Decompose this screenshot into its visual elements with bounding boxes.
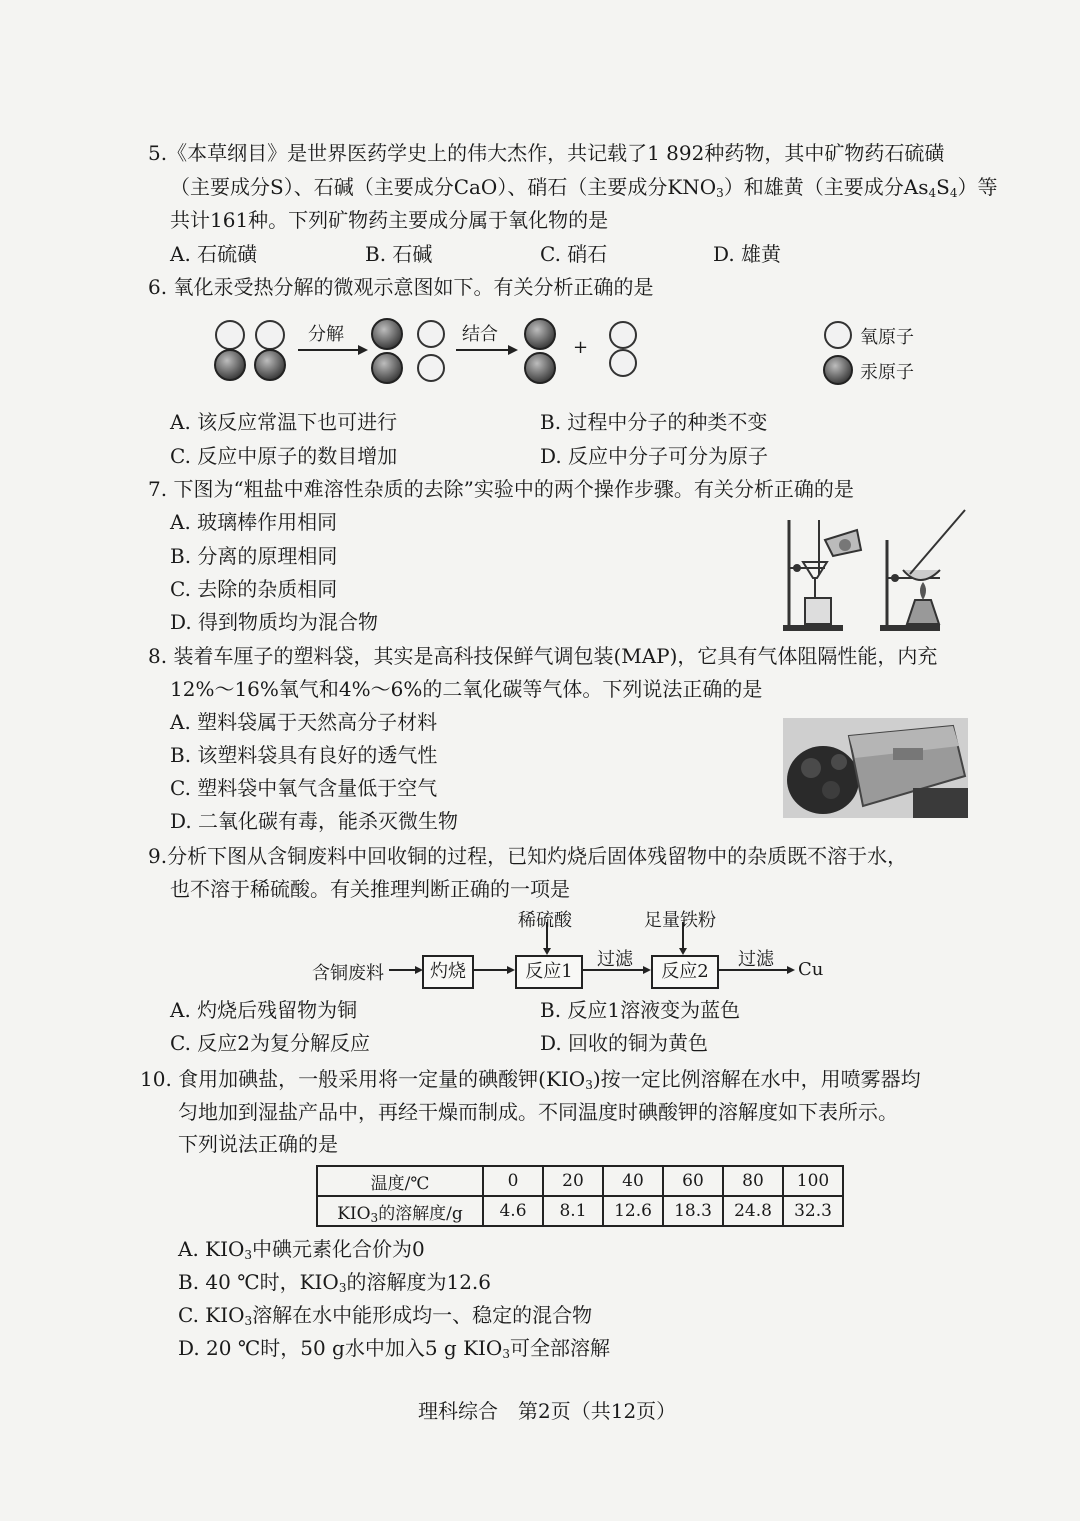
- q9-option-a: A. 灼烧后残留物为铜: [170, 998, 358, 1022]
- opt-text-b: 的溶解度为12.6: [346, 1270, 492, 1294]
- header-text-b: 的溶解度/g: [378, 1203, 463, 1224]
- flow-box-reaction1: 反应1: [515, 955, 583, 989]
- opt-text-a: A. KIO: [178, 1237, 245, 1261]
- table-row-temperature: [317, 1166, 843, 1196]
- page-footer: 理科综合 第2页（共12页）: [418, 1399, 677, 1423]
- table-cell: 32.3: [783, 1196, 843, 1226]
- q5-line1: 5.《本草纲目》是世界医药学史上的伟大杰作，共记载了1 892种药物，其中矿物药石硫磺: [148, 141, 945, 165]
- q6-option-b: B. 过程中分子的种类不变: [540, 410, 768, 434]
- flow-reagent-iron: 足量铁粉: [644, 910, 716, 931]
- table-cell: 20: [543, 1166, 603, 1196]
- table-cell: 4.6: [483, 1196, 543, 1226]
- table-cell: 24.8: [723, 1196, 783, 1226]
- table-row-solubility: [317, 1196, 843, 1226]
- table-header-solubility: [317, 1196, 483, 1226]
- opt-text-b: 可全部溶解: [509, 1336, 610, 1360]
- mercury-atom: [215, 350, 245, 380]
- q10-line2: 匀地加到湿盐产品中，再经干燥而制成。不同温度时碘酸钾的溶解度如下表所示。: [178, 1100, 898, 1124]
- flow-box-roast: 灼烧: [422, 955, 474, 989]
- subscript: 3: [585, 1078, 593, 1092]
- arrow-head: [508, 345, 518, 355]
- q5-line2-text-c: S: [936, 175, 950, 199]
- mercury-atom: [525, 319, 555, 349]
- arrow-head: [358, 345, 368, 355]
- q7-stem: 7. 下图为“粗盐中难溶性杂质的去除”实验中的两个操作步骤。有关分析正确的是: [148, 477, 854, 501]
- q5-line2: [170, 171, 998, 204]
- subscript: 3: [244, 1248, 253, 1262]
- header-text-a: KIO: [337, 1203, 371, 1224]
- subscript: 4: [928, 186, 937, 200]
- q10-option-b: [178, 1266, 491, 1299]
- mercury-atom: [372, 353, 402, 383]
- table-cell: 80: [723, 1166, 783, 1196]
- filtration-evaporation-figure: [775, 500, 970, 635]
- table-cell: 100: [783, 1166, 843, 1196]
- subscript: 3: [338, 1281, 347, 1295]
- solubility-table: [316, 1165, 844, 1227]
- q9-option-c: C. 反应2为复分解反应: [170, 1031, 371, 1055]
- q7-option-c: C. 去除的杂质相同: [170, 577, 338, 601]
- mercury-atom: [255, 350, 285, 380]
- q10-line1: [140, 1063, 921, 1096]
- q8-option-c: C. 塑料袋中氧气含量低于空气: [170, 776, 438, 800]
- q6-option-c: C. 反应中原子的数目增加: [170, 444, 398, 468]
- q8-line2: 12%～16%氧气和4%～6%的二氧化碳等气体。下列说法正确的是: [170, 677, 763, 701]
- table-cell: 40: [603, 1166, 663, 1196]
- q7-option-a: A. 玻璃棒作用相同: [170, 510, 338, 534]
- q10-option-d: [178, 1332, 610, 1365]
- opt-text-b: 溶解在水中能形成均一、稳定的混合物: [252, 1303, 593, 1327]
- q10-line1-text-a: 10. 食用加碘盐，一般采用将一定量的碘酸钾(KIO: [140, 1067, 586, 1091]
- oxygen-atom: [256, 321, 284, 349]
- legend-mercury-icon: [824, 356, 852, 384]
- legend-mercury-label: 汞原子: [860, 362, 914, 383]
- oxygen-atom: [418, 321, 444, 347]
- opt-text-b: 中碘元素化合价为0: [252, 1237, 425, 1261]
- subscript: 4: [949, 186, 958, 200]
- q7-option-b: B. 分离的原理相同: [170, 544, 338, 568]
- legend-oxygen-label: 氧原子: [860, 327, 914, 348]
- oxygen-atom: [216, 321, 244, 349]
- q9-line2: 也不溶于稀硫酸。有关推理判断正确的一项是: [170, 877, 570, 901]
- opt-text-a: C. KIO: [178, 1303, 245, 1327]
- legend-oxygen-icon: [825, 322, 851, 348]
- subscript: 3: [502, 1347, 510, 1361]
- q5-option-a: A. 石硫磺: [170, 242, 258, 266]
- q8-option-d: D. 二氧化碳有毒，能杀灭微生物: [170, 809, 459, 833]
- q5-line2-text-a: （主要成分S）、石碱（主要成分CaO）、硝石（主要成分KNO: [170, 175, 717, 199]
- table-cell: 0: [483, 1166, 543, 1196]
- flow-reagent-h2so4: 稀硫酸: [518, 910, 572, 931]
- oxygen-atom: [418, 355, 444, 381]
- flow-end-cu: Cu: [798, 959, 824, 980]
- table-cell: 18.3: [663, 1196, 723, 1226]
- mercury-atom: [525, 353, 555, 383]
- q10-line1-text-b: )按一定比例溶解在水中，用喷雾器均: [592, 1067, 921, 1091]
- subscript: 3: [244, 1314, 253, 1328]
- flow-box-reaction2: 反应2: [651, 955, 719, 989]
- table-cell: 8.1: [543, 1196, 603, 1226]
- oxygen-atom: [610, 322, 636, 348]
- q5-line2-text-d: ）等: [957, 175, 998, 199]
- table-header-temperature: 温度/℃: [317, 1166, 483, 1196]
- arrow2-label: 结合: [462, 324, 498, 345]
- q7-option-d: D. 得到物质均为混合物: [170, 610, 379, 634]
- q9-option-d: D. 回收的铜为黄色: [540, 1031, 709, 1055]
- opt-text-a: B. 40 ℃时，KIO: [178, 1270, 339, 1294]
- table-cell: 60: [663, 1166, 723, 1196]
- q5-option-d: D. 雄黄: [713, 242, 782, 266]
- mercury-atom: [372, 319, 402, 349]
- q5-line2-text-b: ）和雄黄（主要成分As: [723, 175, 929, 199]
- q5-line3: 共计161种。下列矿物药主要成分属于氧化物的是: [170, 208, 609, 232]
- subscript: 3: [370, 1210, 379, 1225]
- q6-option-a: A. 该反应常温下也可进行: [170, 410, 398, 434]
- q5-option-c: C. 硝石: [540, 242, 608, 266]
- oxygen-atom: [610, 350, 636, 376]
- q5-option-b: B. 石碱: [365, 242, 433, 266]
- q9-line1: 9.分析下图从含铜废料中回收铜的过程，已知灼烧后固体残留物中的杂质既不溶于水，: [148, 844, 908, 868]
- table-cell: 12.6: [603, 1196, 663, 1226]
- subscript: 3: [716, 186, 724, 200]
- q6-option-d: D. 反应中分子可分为原子: [540, 444, 769, 468]
- q6-stem: 6. 氧化汞受热分解的微观示意图如下。有关分析正确的是: [148, 275, 654, 299]
- arrow1-label: 分解: [308, 324, 344, 345]
- cherry-package-photo: [783, 718, 968, 818]
- flow-filter-1: 过滤: [597, 949, 633, 970]
- q8-line1: 8. 装着车厘子的塑料袋，其实是高科技保鲜气调包装(MAP)，它具有气体阻隔性能，内充: [148, 644, 938, 668]
- flow-filter-2: 过滤: [738, 949, 774, 970]
- q10-option-a: [178, 1233, 425, 1266]
- q10-line3: 下列说法正确的是: [178, 1132, 338, 1156]
- flow-start: 含铜废料: [312, 963, 384, 984]
- q9-option-b: B. 反应1溶液变为蓝色: [540, 998, 741, 1022]
- q8-option-a: A. 塑料袋属于天然高分子材料: [170, 710, 438, 734]
- plus-sign: +: [573, 337, 589, 358]
- opt-text-a: D. 20 ℃时，50 g水中加入5 g KIO: [178, 1336, 503, 1360]
- q10-option-c: [178, 1299, 592, 1332]
- q8-option-b: B. 该塑料袋具有良好的透气性: [170, 743, 438, 767]
